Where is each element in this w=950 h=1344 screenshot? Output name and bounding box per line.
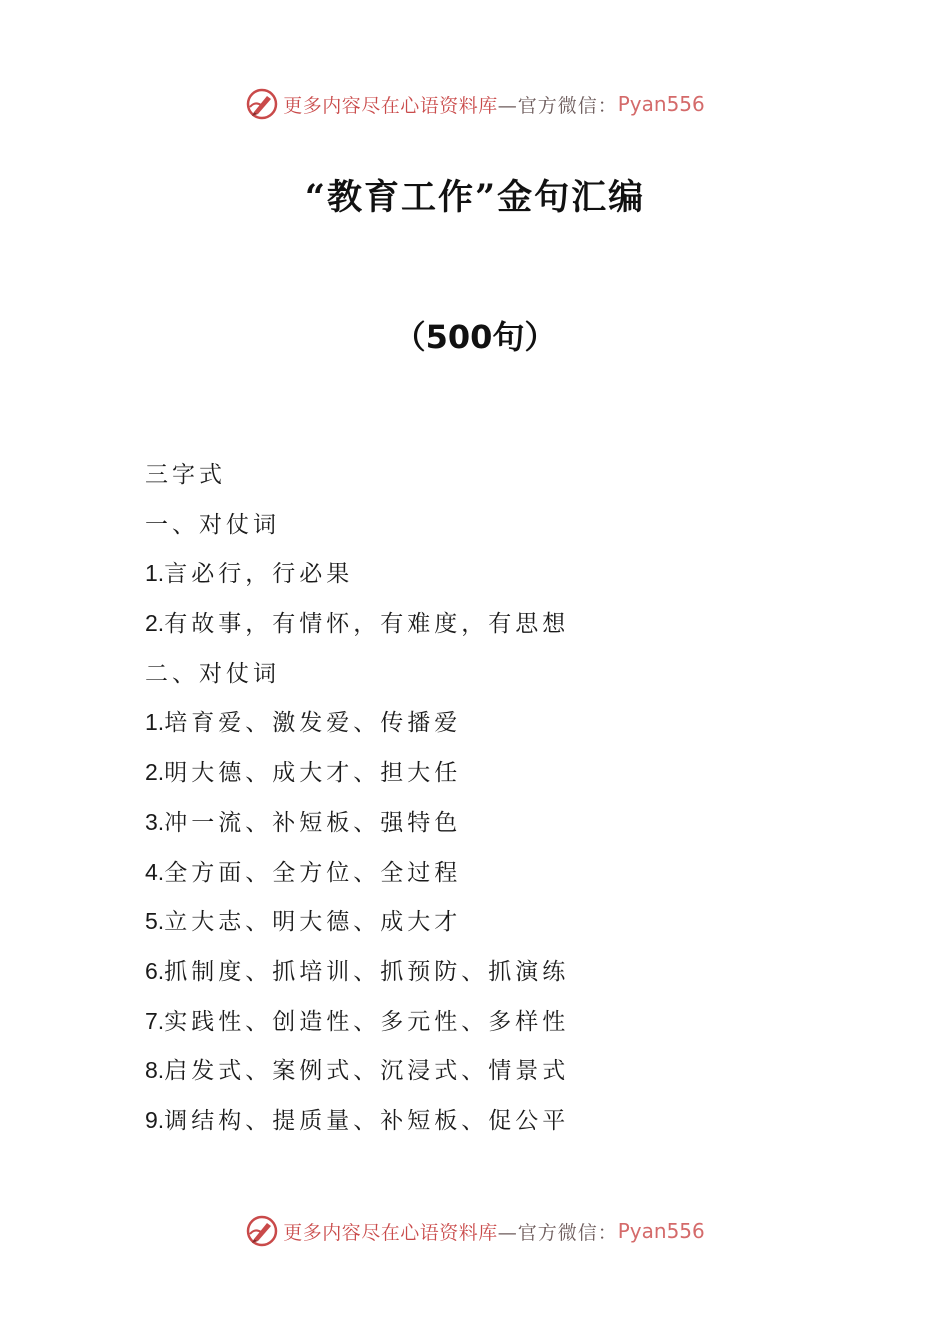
watermark-prefix: 更多内容尽在心语资料库 [283,94,498,117]
document-body [145,450,845,1146]
watermark-middle: —官方微信： [497,1221,618,1244]
watermark-wechat-id: Pyan556 [617,1219,705,1243]
watermark-prefix: 更多内容尽在心语资料库 [283,1221,498,1244]
list-item: 2.有故事，有情怀，有难度，有思想 [145,610,570,638]
section-heading: 二、对仗词 [145,660,280,687]
list-item: 1.培育爱、激发爱、传播爱 [145,709,462,737]
pen-logo-icon [245,1214,279,1248]
list-item: 4.全方面、全方位、全过程 [145,858,462,886]
list-item: 6.抓制度、抓培训、抓预防、抓演练 [145,957,570,985]
section-heading: 一、对仗词 [145,511,280,538]
watermark-middle: —官方微信： [497,94,618,117]
document-title: “教育工作”金句汇编 [304,177,646,218]
watermark-banner-bottom [0,1211,950,1251]
watermark-banner-top [0,84,950,124]
list-item: 5.立大志、明大德、成大才 [145,908,462,936]
watermark-wechat-id: Pyan556 [617,92,705,116]
list-item: 1.言必行，行必果 [145,560,354,588]
list-item: 8.启发式、案例式、沉浸式、情景式 [145,1057,570,1085]
list-item: 7.实践性、创造性、多元性、多样性 [145,1007,570,1035]
list-item: 9.调结构、提质量、补短板、促公平 [145,1106,570,1134]
list-item: 2.明大德、成大才、担大任 [145,759,462,787]
list-item: 3.冲一流、补短板、强特色 [145,808,462,836]
section-heading: 三字式 [145,462,226,488]
pen-logo-icon [245,87,279,121]
document-subtitle: （500句） [393,318,557,356]
